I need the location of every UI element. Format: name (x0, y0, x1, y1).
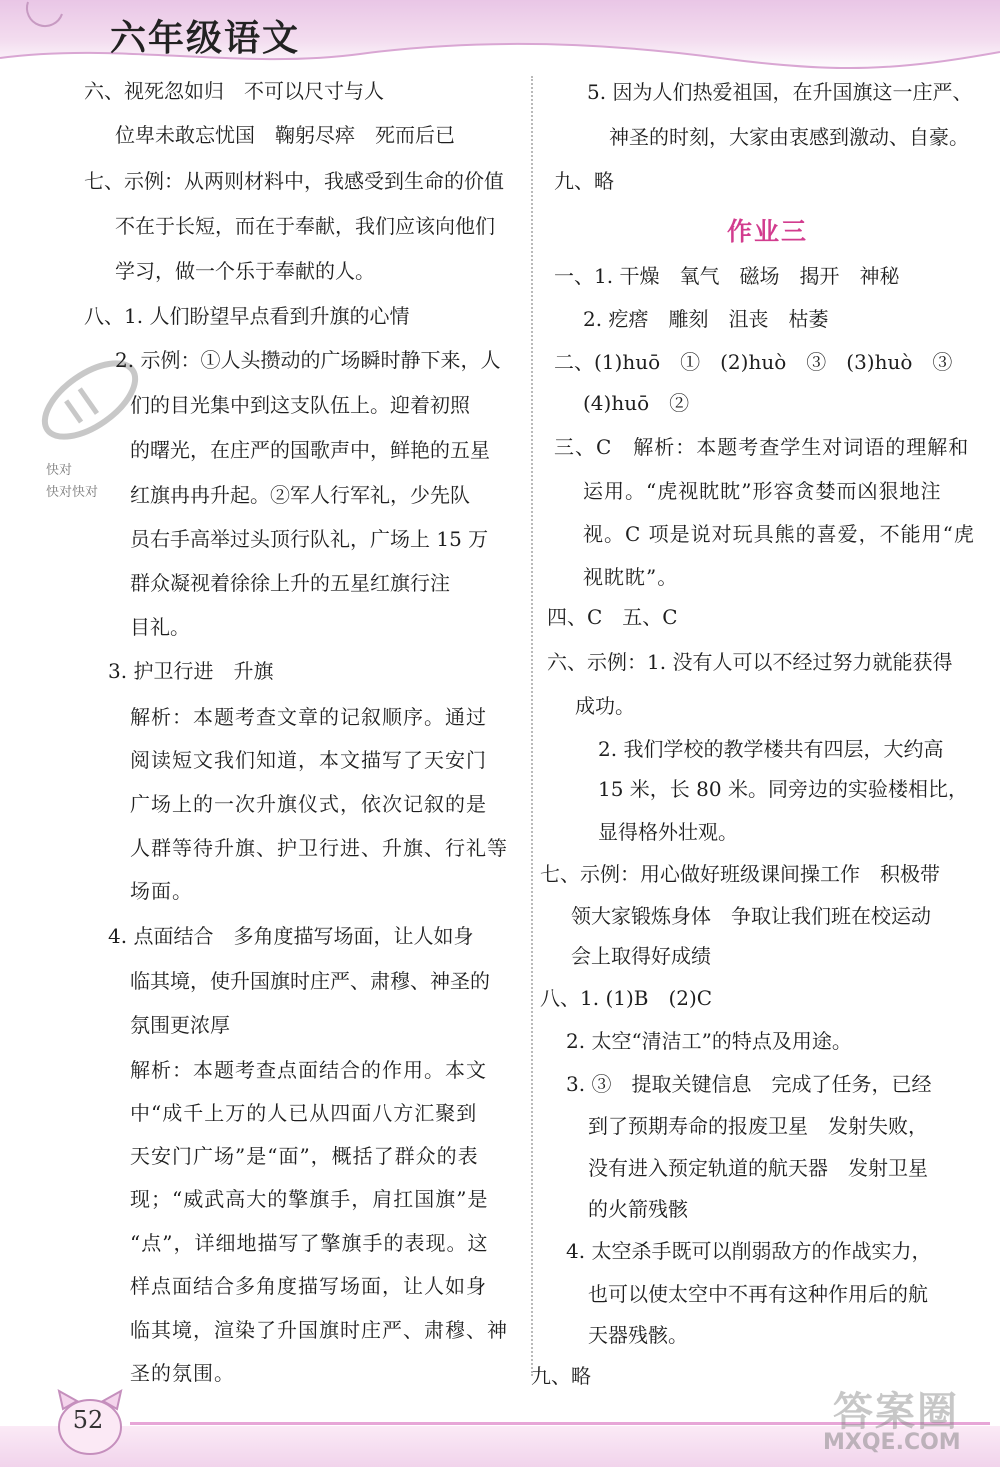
right-line: 5. 因为人们热爱祖国，在升国旗这一庄严、 (587, 80, 973, 104)
stamp-label-1: 快对 (46, 463, 73, 478)
right-line: 九、略 (531, 1364, 591, 1388)
right-line: 2. 疙瘩 雕刻 沮丧 枯萎 (583, 307, 829, 331)
watermark-logo-text: 答案圈 (833, 1389, 959, 1435)
right-line: 一、1. 干燥 氧气 磁场 揭开 神秘 (554, 264, 900, 288)
right-line: 天器残骸。 (588, 1323, 688, 1347)
right-line: 2. 我们学校的教学楼共有四层，大约高 (598, 737, 944, 761)
left-line: 群众凝视着徐徐上升的五星红旗行注 (130, 571, 450, 595)
right-line: 六、示例：1. 没有人可以不经过努力就能获得 (547, 650, 953, 674)
moon-icon (18, 0, 68, 34)
right-line: (4)huō ② (583, 391, 690, 415)
left-line: 位卑未敢忘忧国 鞠躬尽瘁 死而后已 (115, 123, 455, 147)
right-line: 2. 太空“清洁工”的特点及用途。 (566, 1029, 852, 1053)
left-line: 红旗冉冉升起。②军人行军礼，少先队 (130, 483, 470, 507)
left-line: 氛围更浓厚 (130, 1013, 230, 1037)
left-line: 临其境，渲染了升国旗时庄严、肃穆、神 (130, 1318, 508, 1342)
left-line: 不在于长短，而在于奉献，我们应该向他们 (115, 214, 495, 238)
section-title: 作业三 (727, 217, 809, 246)
right-line: 3. ③ 提取关键信息 完成了任务，已经 (566, 1072, 932, 1096)
watermark-url: MXQE.COM (823, 1430, 961, 1455)
left-line: 场面。 (130, 879, 193, 903)
page-title: 六年级语文 (110, 17, 301, 59)
page-number: 52 (72, 1406, 104, 1434)
right-line: 显得格外壮观。 (598, 820, 738, 844)
stamp-label-2: 快对快对 (46, 485, 99, 500)
left-line: 七、示例：从两则材料中，我感受到生命的价值 (84, 169, 504, 193)
right-line: 八、1. (1)B (2)C (540, 986, 713, 1010)
right-line: 二、(1)huō ① (2)huò ③ (3)huò ③ (554, 350, 953, 374)
left-line: “点”，详细地描写了擎旗手的表现。这 (130, 1231, 489, 1255)
right-line: 运用。“虎视眈眈”形容贪婪而凶狠地注 (583, 479, 942, 503)
right-line: 会上取得好成绩 (571, 944, 711, 968)
left-line: 阅读短文我们知道，本文描写了天安门 (130, 748, 487, 772)
left-line: 目礼。 (130, 615, 190, 639)
right-line: 领大家锻炼身体 争取让我们班在校运动 (571, 904, 931, 928)
left-line: 们的目光集中到这支队伍上。迎着初照 (130, 393, 470, 417)
left-line: 学习，做一个乐于奉献的人。 (115, 259, 375, 283)
left-line: 人群等待升旗、护卫行进、升旗、行礼等 (130, 836, 508, 860)
column-divider (531, 76, 533, 1376)
right-line: 没有进入预定轨道的航天器 发射卫星 (588, 1156, 928, 1180)
left-line: 中“成千上万的人已从四面八方汇聚到 (130, 1101, 478, 1125)
left-line: 2. 示例：①人头攒动的广场瞬时静下来，人 (115, 348, 501, 372)
left-line: 八、1. 人们盼望早点看到升旗的心情 (84, 304, 410, 328)
left-line: 六、视死忽如归 不可以尺寸与人 (84, 79, 384, 103)
right-line: 成功。 (575, 694, 635, 718)
left-line: 的曙光，在庄严的国歌声中，鲜艳的五星 (130, 438, 490, 462)
right-line: 神圣的时刻，大家由衷感到激动、自豪。 (609, 125, 969, 149)
right-line: 到了预期寿命的报废卫星 发射失败， (588, 1114, 928, 1138)
left-line: 3. 护卫行进 升旗 (108, 659, 274, 683)
left-line: 员右手高举过头顶行队礼，广场上 15 万 (130, 527, 489, 551)
right-line: 七、示例：用心做好班级课间操工作 积极带 (540, 862, 940, 886)
right-line: 15 米，长 80 米。同旁边的实验楼相比， (598, 777, 968, 801)
right-line: 九、略 (554, 169, 614, 193)
left-line: 现；“威武高大的擎旗手，肩扛国旗”是 (130, 1187, 489, 1211)
right-line: 4. 太空杀手既可以削弱敌方的作战实力， (566, 1239, 932, 1263)
left-line: 临其境，使升国旗时庄严、肃穆、神圣的 (130, 969, 490, 993)
left-line: 样点面结合多角度描写场面，让人如身 (130, 1274, 487, 1298)
left-line: 4. 点面结合 多角度描写场面，让人如身 (108, 924, 474, 948)
left-line: 天安门广场”是“面”，概括了群众的表 (130, 1144, 479, 1168)
right-line: 三、C 解析：本题考查学生对词语的理解和 (554, 435, 970, 459)
right-line: 也可以使太空中不再有这种作用后的航 (588, 1282, 928, 1306)
right-line: 视眈眈”。 (583, 565, 679, 589)
right-line: 的火箭残骸 (588, 1197, 688, 1221)
right-line: 四、C 五、C (547, 605, 678, 629)
left-line: 解析：本题考查点面结合的作用。本文 (130, 1058, 487, 1082)
left-line: 圣的氛围。 (130, 1361, 235, 1385)
right-line: 视。C 项是说对玩具熊的喜爱，不能用“虎 (583, 522, 975, 546)
watermark (795, 1380, 995, 1460)
left-line: 解析：本题考查文章的记叙顺序。通过 (130, 705, 487, 729)
left-line: 广场上的一次升旗仪式，依次记叙的是 (130, 792, 487, 816)
